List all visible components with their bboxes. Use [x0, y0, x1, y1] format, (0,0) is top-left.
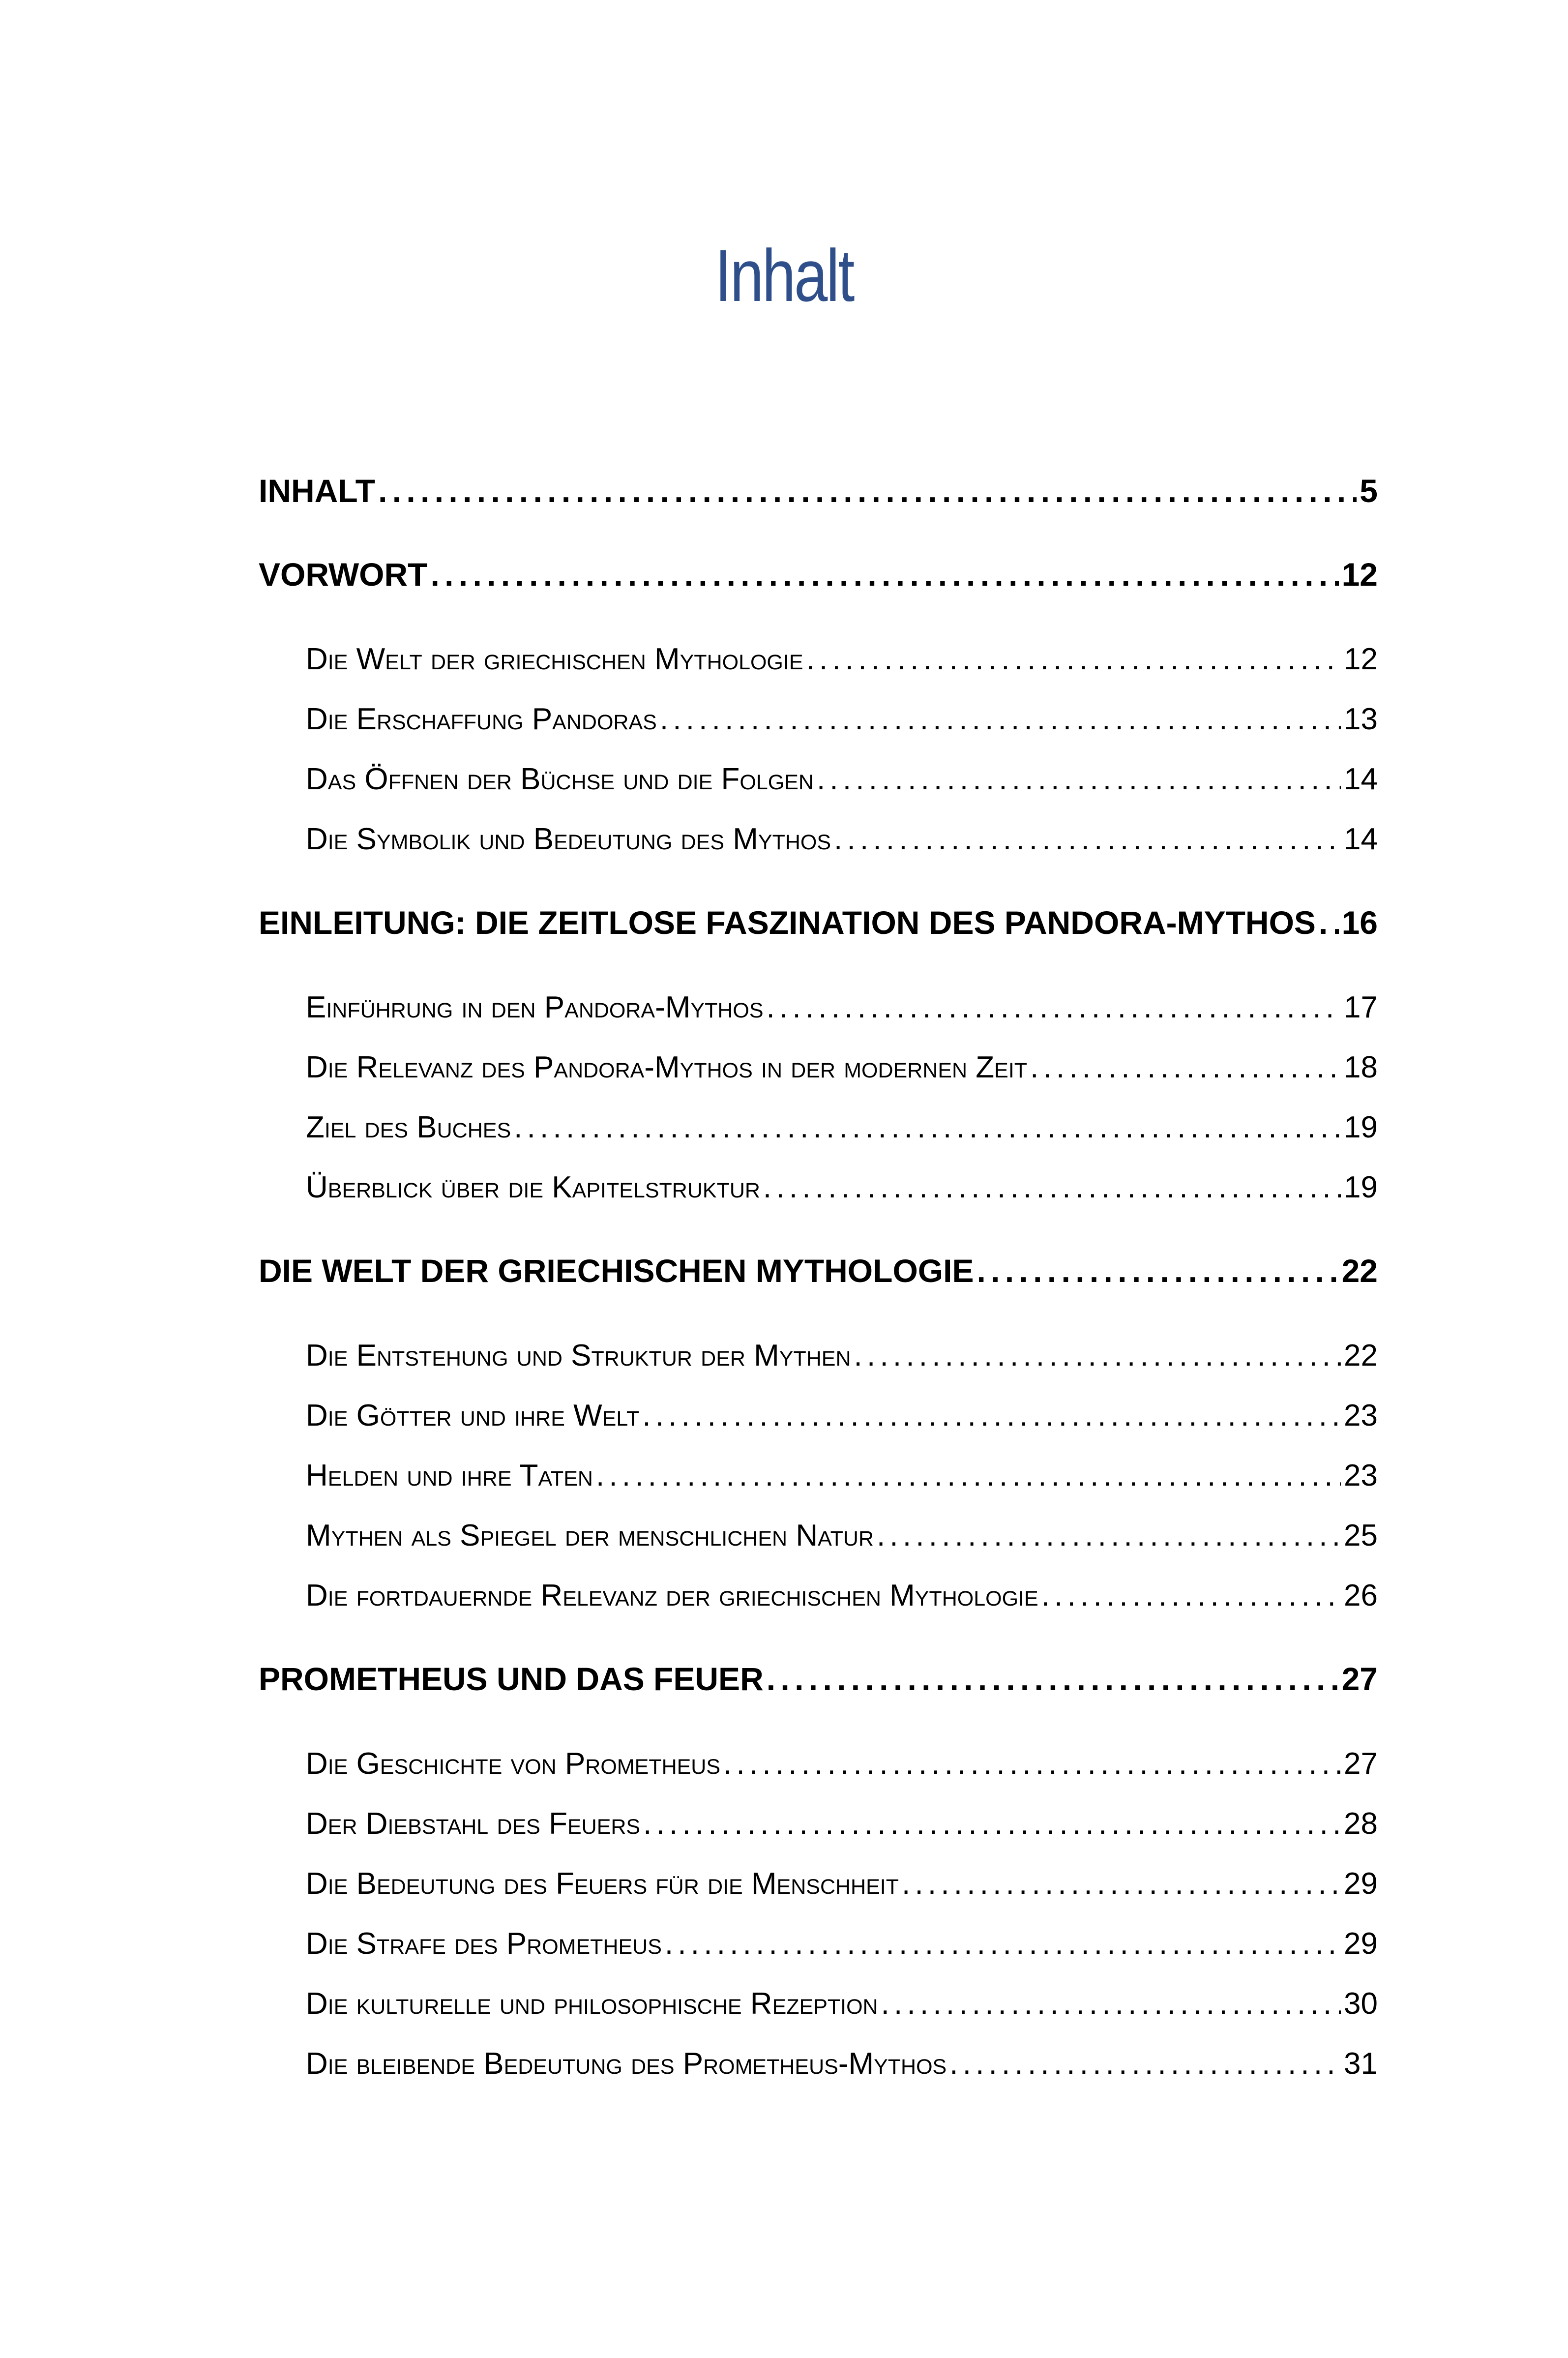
toc-entry-title: Die fortdauernde Relevanz der griechischen Mythologie: [306, 1579, 1038, 1612]
dot-leader: [642, 1398, 1341, 1433]
toc-entry-title: Die kulturelle und philosophische Rezeption: [306, 1987, 878, 2021]
toc-entry-title: Das Öffnen der Büchse und die Folgen: [306, 762, 814, 796]
toc-entry-page: 23: [1344, 1399, 1378, 1433]
toc-entry-page: 30: [1344, 1987, 1378, 2021]
dot-leader: [378, 472, 1357, 509]
toc-entry-page: 14: [1344, 822, 1378, 856]
toc-entry[interactable]: [259, 556, 1378, 600]
toc-entry-title: Die Geschichte von Prometheus: [306, 1747, 721, 1781]
dot-leader: [877, 1518, 1341, 1553]
toc-entry-title: Die Erschaffung Pandoras: [306, 702, 657, 736]
toc-entry-title: INHALT: [259, 473, 376, 509]
dot-leader: [763, 1170, 1341, 1205]
toc-entry-title: PROMETHEUS UND DAS FEUER: [259, 1661, 764, 1697]
toc-entry-page: 17: [1344, 990, 1378, 1024]
toc-entry-title: Die Entstehung und Struktur der Mythen: [306, 1339, 851, 1373]
toc-entry[interactable]: [306, 1986, 1378, 2029]
toc-entry-title: Einführung in den Pandora-Mythos: [306, 990, 764, 1024]
dot-leader: [949, 2046, 1341, 2081]
toc-entry-page: 18: [1344, 1050, 1378, 1084]
toc-entry[interactable]: [306, 1518, 1378, 1560]
toc-entry[interactable]: [306, 1926, 1378, 1969]
toc-entry-title: Der Diebstahl des Feuers: [306, 1807, 641, 1841]
toc-entry[interactable]: [259, 1252, 1378, 1296]
toc-entry-page: 28: [1344, 1807, 1378, 1841]
dot-leader: [806, 642, 1341, 677]
toc-entry-title: Ziel des Buches: [306, 1110, 511, 1144]
toc-entry-page: 26: [1344, 1579, 1378, 1612]
toc-entry-title: Überblick über die Kapitelstruktur: [306, 1170, 760, 1204]
toc-entry-page: 13: [1344, 702, 1378, 736]
dot-leader: [665, 1926, 1341, 1961]
toc-entry[interactable]: [259, 472, 1378, 516]
toc-entry-page: 16: [1341, 904, 1378, 941]
toc-entry[interactable]: [306, 1338, 1378, 1380]
dot-leader: [596, 1458, 1341, 1493]
page-title: Inhalt: [714, 234, 854, 317]
toc-entry-title: Mythen als Spiegel der menschlichen Natur: [306, 1519, 874, 1552]
toc-entry-page: 27: [1341, 1661, 1378, 1697]
toc-entry[interactable]: [306, 702, 1378, 744]
toc-entry-title: Die Bedeutung des Feuers für die Menschheit: [306, 1867, 899, 1901]
dot-leader: [854, 1338, 1341, 1373]
toc-entry-title: DIE WELT DER GRIECHISCHEN MYTHOLOGIE: [259, 1253, 974, 1289]
toc-entry-title: Die Götter und ihre Welt: [306, 1399, 640, 1433]
toc-entry[interactable]: [306, 1110, 1378, 1152]
toc-entry[interactable]: [306, 1578, 1378, 1620]
dot-leader: [767, 990, 1341, 1025]
toc-entry-title: Die Welt der griechischen Mythologie: [306, 642, 803, 676]
dot-leader: [1030, 1050, 1341, 1085]
dot-leader: [723, 1746, 1341, 1781]
toc-entry[interactable]: [306, 1398, 1378, 1440]
toc-entry[interactable]: [306, 822, 1378, 864]
toc-entry-title: Helden und ihre Taten: [306, 1459, 593, 1492]
dot-leader: [767, 1660, 1339, 1698]
toc-entry-page: 14: [1344, 762, 1378, 796]
toc-entry[interactable]: [259, 1660, 1378, 1704]
toc-entry-title: VORWORT: [259, 556, 428, 593]
toc-entry[interactable]: [306, 1170, 1378, 1212]
toc-entry-page: 19: [1344, 1170, 1378, 1204]
dot-leader: [976, 1252, 1338, 1289]
dot-leader: [817, 762, 1341, 797]
dot-leader: [430, 556, 1338, 593]
toc-entry-page: 29: [1344, 1867, 1378, 1901]
toc-entry[interactable]: [306, 1746, 1378, 1789]
dot-leader: [881, 1986, 1341, 2021]
dot-leader: [834, 822, 1341, 857]
toc-entry-page: 22: [1341, 1253, 1378, 1289]
toc-entry[interactable]: [306, 1050, 1378, 1092]
dot-leader: [1041, 1578, 1341, 1613]
toc-entry[interactable]: [306, 642, 1378, 684]
toc-entry-page: 19: [1344, 1110, 1378, 1144]
toc-entry[interactable]: [306, 762, 1378, 804]
toc-entry[interactable]: [306, 990, 1378, 1032]
toc-entry-title: Die Strafe des Prometheus: [306, 1927, 662, 1961]
dot-leader: [514, 1110, 1341, 1145]
toc-entry[interactable]: [306, 1458, 1378, 1500]
toc-entry-page: 12: [1344, 642, 1378, 676]
dot-leader: [660, 702, 1341, 737]
toc-entry[interactable]: [306, 1806, 1378, 1849]
toc-entry-page: 12: [1341, 556, 1378, 593]
dot-leader: [1319, 904, 1339, 941]
toc-entry-page: 29: [1344, 1927, 1378, 1961]
toc-entry[interactable]: [306, 1866, 1378, 1909]
dot-leader: [902, 1866, 1341, 1901]
toc-entry-page: 31: [1344, 2047, 1378, 2081]
toc-entry-title: Die bleibende Bedeutung des Prometheus-Mythos: [306, 2047, 947, 2081]
toc-entry[interactable]: [259, 904, 1378, 948]
toc-entry[interactable]: [306, 2046, 1378, 2089]
toc-entry-page: 23: [1344, 1459, 1378, 1492]
toc-entry-page: 25: [1344, 1519, 1378, 1552]
toc-entry-title: EINLEITUNG: DIE ZEITLOSE FASZINATION DES PANDORA-MYTHOS: [259, 904, 1316, 941]
toc-entry-title: Die Symbolik und Bedeutung des Mythos: [306, 822, 831, 856]
toc-entry-page: 5: [1360, 473, 1378, 509]
toc-entry-page: 22: [1344, 1339, 1378, 1373]
toc-entry-page: 27: [1344, 1747, 1378, 1781]
toc-entry-title: Die Relevanz des Pandora-Mythos in der modernen Zeit: [306, 1050, 1028, 1084]
dot-leader: [643, 1806, 1341, 1841]
